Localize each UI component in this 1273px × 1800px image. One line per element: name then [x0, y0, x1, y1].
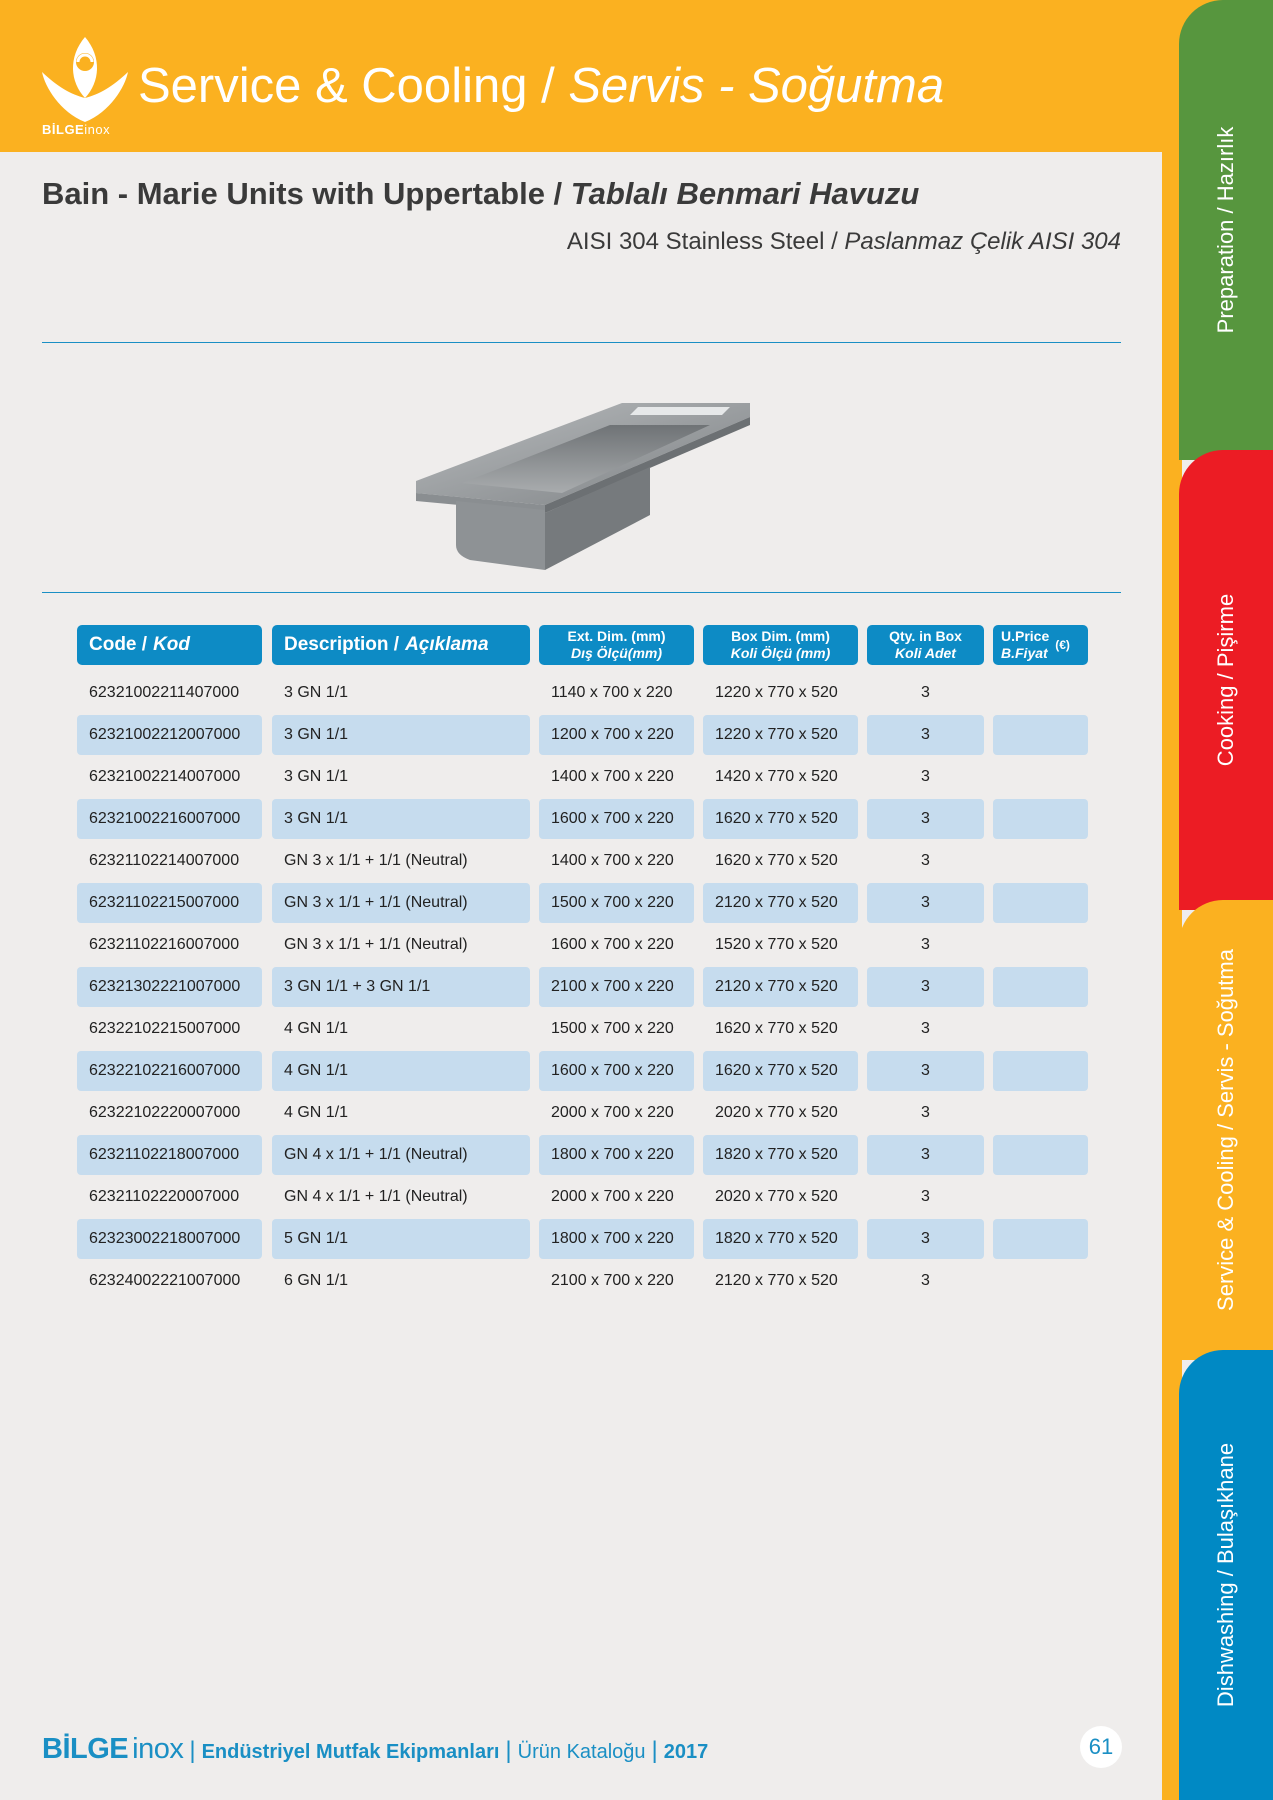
cell-price: [993, 1219, 1088, 1259]
cell-qty: 3: [867, 1219, 984, 1259]
footer-catalog: Ürün Kataloğu: [517, 1741, 646, 1763]
cell-ext-dim: 1600 x 700 x 220: [539, 799, 694, 839]
logo-wordmark: BİLGEinox: [42, 122, 111, 137]
cell-price: [993, 1177, 1088, 1217]
cell-ext-dim: 2000 x 700 x 220: [551, 1188, 674, 1205]
footer-tagline: Endüstriyel Mutfak Ekipmanları: [201, 1741, 500, 1763]
cell-qty: 3: [921, 936, 930, 953]
cell-description: 4 GN 1/1: [284, 1020, 349, 1037]
cell-description: 6 GN 1/1: [284, 1272, 349, 1289]
footer: [42, 1733, 708, 1766]
header-code: Code / Kod: [77, 625, 262, 665]
cell-price: [993, 1261, 1088, 1301]
cell-price: [993, 1135, 1088, 1175]
cell-price: [993, 1093, 1088, 1133]
cell-ext-dim: 1400 x 700 x 220: [551, 852, 674, 869]
cell-code: 62323002218007000: [77, 1219, 262, 1259]
tab-preparation[interactable]: Preparation / Hazırlık: [1179, 0, 1273, 460]
cell-description: 4 GN 1/1: [284, 1104, 349, 1121]
product-title: Bain - Marie Units with Uppertable / Tablalı Benmari Havuzu: [42, 176, 920, 211]
cell-box-dim: 1620 x 770 x 520: [703, 799, 858, 839]
cell-ext-dim: 1500 x 700 x 220: [551, 1020, 674, 1037]
header-price: U.Price B.Fiyat (€): [993, 625, 1088, 665]
cell-price: [993, 1009, 1088, 1049]
cell-box-dim: 2120 x 770 x 520: [715, 1272, 838, 1289]
cell-qty: 3: [921, 768, 930, 785]
cell-qty: 3: [921, 1020, 930, 1037]
cell-box-dim: 1820 x 770 x 520: [703, 1135, 858, 1175]
cell-price: [993, 883, 1088, 923]
cell-box-dim: 2020 x 770 x 520: [715, 1104, 838, 1121]
cell-ext-dim: 1600 x 700 x 220: [551, 936, 674, 953]
cell-ext-dim: 2100 x 700 x 220: [551, 1272, 674, 1289]
header-ext-dim: Ext. Dim. (mm) Dış Ölçü(mm): [539, 625, 694, 665]
cell-ext-dim: 1800 x 700 x 220: [539, 1219, 694, 1259]
cell-code: 62321102216007000: [89, 936, 240, 953]
page-number: 61: [1080, 1726, 1122, 1768]
cell-qty: 3: [867, 715, 984, 755]
footer-year: 2017: [663, 1741, 709, 1763]
bain-marie-product-image: [410, 395, 760, 575]
cell-price: [993, 673, 1088, 713]
cell-description: 5 GN 1/1: [272, 1219, 530, 1259]
header-qty: Qty. in Box Koli Adet: [867, 625, 984, 665]
cell-description: GN 3 x 1/1 + 1/1 (Neutral): [284, 852, 468, 869]
cell-qty: 3: [867, 799, 984, 839]
cell-box-dim: 1820 x 770 x 520: [703, 1219, 858, 1259]
cell-price: [993, 715, 1088, 755]
cell-code: 62321002212007000: [77, 715, 262, 755]
cell-description: 3 GN 1/1: [272, 799, 530, 839]
footer-separator: |: [189, 1737, 196, 1764]
footer-brand: BİLGE inox: [42, 1733, 184, 1765]
cell-ext-dim: 2000 x 700 x 220: [551, 1104, 674, 1121]
divider-bottom: [42, 592, 1121, 593]
material-subtitle: AISI 304 Stainless Steel / Paslanmaz Çelik AISI 304: [566, 228, 1121, 255]
cell-code: 62322102215007000: [89, 1020, 241, 1037]
cell-description: GN 3 x 1/1 + 1/1 (Neutral): [272, 883, 530, 923]
cell-code: 62322102220007000: [89, 1104, 241, 1121]
header-description: Description / Açıklama: [272, 625, 530, 665]
cell-description: GN 4 x 1/1 + 1/1 (Neutral): [272, 1135, 530, 1175]
cell-box-dim: 1620 x 770 x 520: [715, 852, 838, 869]
cell-code: 62321102214007000: [89, 852, 240, 869]
cell-qty: 3: [921, 1104, 930, 1121]
cell-description: 3 GN 1/1: [272, 715, 530, 755]
cell-ext-dim: 1600 x 700 x 220: [539, 1051, 694, 1091]
cell-box-dim: 1220 x 770 x 520: [703, 715, 858, 755]
cell-ext-dim: 2100 x 700 x 220: [539, 967, 694, 1007]
footer-separator: |: [651, 1737, 658, 1764]
cell-description: 4 GN 1/1: [272, 1051, 530, 1091]
cell-code: 62322102216007000: [77, 1051, 262, 1091]
cell-qty: 3: [921, 1188, 930, 1205]
cell-code: 62321002211407000: [89, 684, 240, 701]
cell-box-dim: 1220 x 770 x 520: [715, 684, 838, 701]
tab-dishwashing[interactable]: Dishwashing / Bulaşıkhane: [1179, 1350, 1273, 1800]
cell-price: [993, 757, 1088, 797]
cell-box-dim: 1420 x 770 x 520: [715, 768, 838, 785]
cell-qty: 3: [921, 1272, 930, 1289]
cell-description: GN 4 x 1/1 + 1/1 (Neutral): [284, 1188, 468, 1205]
cell-code: 62321102215007000: [77, 883, 262, 923]
cell-ext-dim: 1800 x 700 x 220: [539, 1135, 694, 1175]
cell-price: [993, 799, 1088, 839]
chapter-title: Service & Cooling / Servis - Soğutma: [138, 59, 945, 113]
cell-ext-dim: 1400 x 700 x 220: [551, 768, 674, 785]
cell-ext-dim: 1200 x 700 x 220: [539, 715, 694, 755]
cell-qty: 3: [921, 684, 930, 701]
cell-code: 62321302221007000: [77, 967, 262, 1007]
cell-ext-dim: 1140 x 700 x 220: [551, 684, 673, 701]
cell-qty: 3: [867, 967, 984, 1007]
footer-separator: |: [505, 1737, 512, 1764]
cell-price: [993, 967, 1088, 1007]
cell-code: 62321002214007000: [89, 768, 241, 785]
divider-top: [42, 342, 1121, 343]
cell-qty: 3: [867, 1135, 984, 1175]
header-box-dim: Box Dim. (mm) Koli Ölçü (mm): [703, 625, 858, 665]
cell-qty: 3: [921, 852, 930, 869]
cell-code: 62321002216007000: [77, 799, 262, 839]
cell-price: [993, 841, 1088, 881]
cell-box-dim: 1620 x 770 x 520: [703, 1051, 858, 1091]
cell-box-dim: 2020 x 770 x 520: [715, 1188, 838, 1205]
tab-cooking[interactable]: Cooking / Pişirme: [1179, 450, 1273, 910]
cell-qty: 3: [867, 883, 984, 923]
cell-box-dim: 1620 x 770 x 520: [715, 1020, 838, 1037]
cell-description: GN 3 x 1/1 + 1/1 (Neutral): [284, 936, 468, 953]
cell-description: 3 GN 1/1: [284, 684, 349, 701]
cell-description: 3 GN 1/1 + 3 GN 1/1: [272, 967, 530, 1007]
tab-service-cooling[interactable]: Service & Cooling / Servis - Soğutma: [1179, 900, 1273, 1360]
cell-box-dim: 1520 x 770 x 520: [715, 936, 838, 953]
cell-code: 62321102220007000: [89, 1188, 240, 1205]
cell-price: [993, 1051, 1088, 1091]
cell-description: 3 GN 1/1: [284, 768, 349, 785]
cell-qty: 3: [867, 1051, 984, 1091]
cell-box-dim: 2120 x 770 x 520: [703, 967, 858, 1007]
cell-ext-dim: 1500 x 700 x 220: [539, 883, 694, 923]
cell-code: 62321102218007000: [77, 1135, 262, 1175]
cell-box-dim: 2120 x 770 x 520: [703, 883, 858, 923]
cell-price: [993, 925, 1088, 965]
cell-code: 62324002221007000: [89, 1272, 241, 1289]
